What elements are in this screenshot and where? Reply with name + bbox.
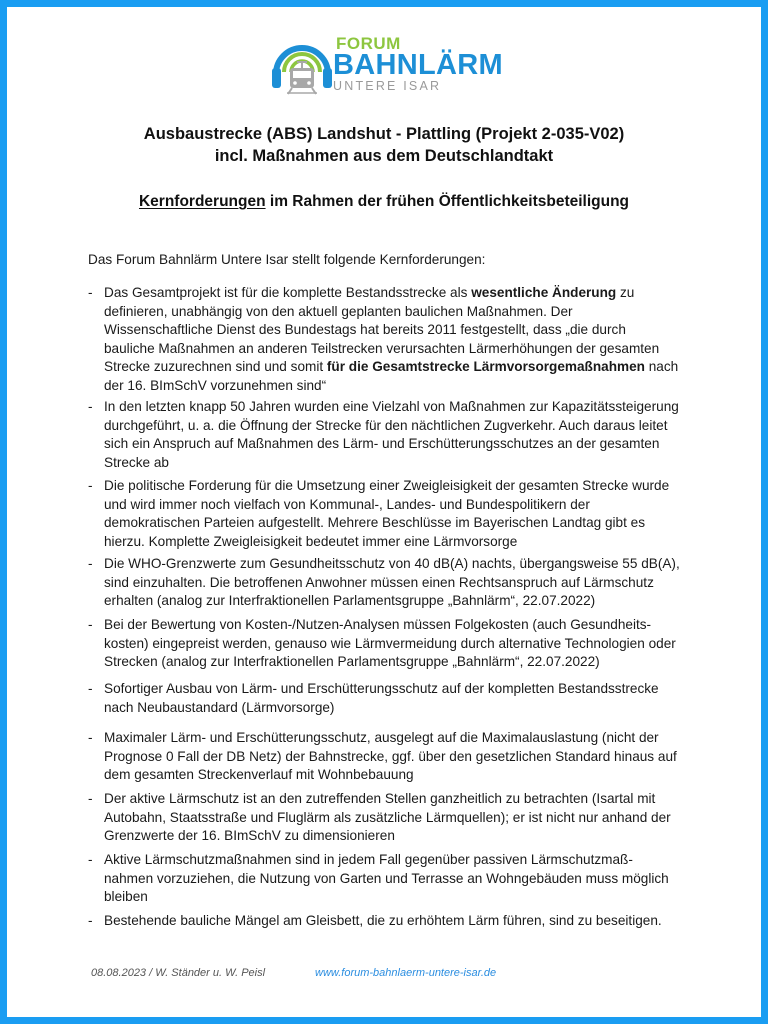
logo bbox=[270, 30, 503, 96]
text-run: Strecke ab bbox=[104, 454, 169, 470]
text-run: durchgeführt, u. a. die Öffnung der Strecke für den nächtlichen Zugverkehr. Auch daraus leitet bbox=[104, 417, 668, 433]
text-run: bleiben bbox=[104, 889, 148, 905]
text-run: Sofortiger Ausbau von Lärm- und Erschütterungsschutz auf der kompletten Bestandsstrecke bbox=[104, 681, 659, 696]
text-run: nach Neubaustandard (Lärmvorsorge) bbox=[104, 699, 335, 715]
footer-date-authors: 08.08.2023 / W. Ständer u. W. Peisl bbox=[91, 967, 266, 979]
text-run: Strecken (analog zur Interfraktionellen Parlamentsgruppe „Bahnlärm“, 22.07.2022) bbox=[104, 654, 600, 670]
text-run: bauliche Maßnahmen an anderen Teilstrecken verursachten Lärmerhöhungen der gesamten bbox=[104, 340, 660, 356]
text-run: sich ein Anspruch auf Maßnahmen des Lärm- und Erschütterungsschutzes an der gesamten bbox=[104, 436, 660, 452]
text-line bbox=[104, 321, 704, 340]
bullet-dash: - bbox=[88, 791, 93, 806]
bullet-dash: - bbox=[88, 852, 93, 867]
bullet-dash: - bbox=[88, 285, 93, 300]
text-run: Prognose 0 Fall der DB Netz) der Bahnstrecke, ggf. über den gesetzlichen Standard hinaus auf bbox=[104, 748, 677, 764]
list-item-text bbox=[104, 616, 704, 672]
bullet-dash: - bbox=[88, 730, 93, 745]
text-run: dem gesamten Streckenverlauf mit Wohnbebauung bbox=[104, 767, 414, 783]
text-line bbox=[104, 790, 704, 809]
list-item-text bbox=[104, 680, 704, 717]
headphones-train-icon bbox=[270, 30, 334, 96]
text-line bbox=[104, 303, 704, 322]
text-line bbox=[104, 555, 704, 574]
text-run: Die politische Forderung für die Umsetzung einer Zweigleisigkeit der gesamten Strecke wurde bbox=[104, 478, 670, 493]
list-item-text bbox=[104, 555, 704, 611]
list-item-text bbox=[104, 284, 704, 396]
text-run: Bestehende bauliche Mängel am Gleisbett, die zu erhöhtem Lärm führen, sind zu beseitigen. bbox=[104, 913, 662, 928]
logo-untere-isar-text: UNTERE ISAR bbox=[333, 79, 442, 93]
text-line bbox=[104, 592, 704, 611]
text-line bbox=[104, 680, 704, 699]
text-line bbox=[104, 377, 704, 396]
bold-emphasis: für die Gesamtstrecke Lärmvorsorgemaßnahmen bbox=[326, 359, 645, 375]
list-item-text bbox=[104, 729, 704, 785]
text-line bbox=[104, 340, 704, 359]
bullet-dash: - bbox=[88, 617, 93, 632]
text-line bbox=[104, 514, 704, 533]
text-run: zu bbox=[616, 285, 635, 300]
text-run: In den letzten knapp 50 Jahren wurden eine Vielzahl von Maßnahmen zur Kapazitätssteigerung bbox=[104, 399, 679, 414]
text-line bbox=[104, 653, 704, 672]
text-line bbox=[104, 912, 704, 931]
text-line bbox=[104, 851, 704, 870]
subtitle-underlined-word: Kernforderungen bbox=[138, 193, 266, 210]
text-run: Aktive Lärmschutzmaßnahmen sind in jedem Fall gegenüber passiven Lärmschutzmaß- bbox=[104, 852, 633, 867]
list-item-text bbox=[104, 477, 704, 551]
text-run: hierzu. Komplette Zweigleisigkeit bedeutet immer eine Lärmvorsorge bbox=[104, 533, 518, 549]
bullet-dash: - bbox=[88, 681, 93, 696]
text-run: Bei der Bewertung von Kosten-/Nutzen-Analysen müssen Folgekosten (auch Gesundheits- bbox=[104, 617, 652, 632]
logo-bahnlaerm-text: BAHNLÄRM bbox=[333, 49, 503, 81]
text-run: Die WHO-Grenzwerte zum Gesundheitsschutz von 40 dB(A) nachts, übergangsweise 55 dB(A), bbox=[104, 556, 680, 571]
list-item-text bbox=[104, 851, 704, 907]
text-line bbox=[104, 533, 704, 552]
list-item-text bbox=[104, 912, 704, 931]
text-run: erhalten (analog zur Interfraktionellen Parlamentsgruppe „Bahnlärm“, 22.07.2022) bbox=[104, 593, 596, 609]
bullet-dash: - bbox=[88, 556, 93, 571]
text-run: sind einzuhalten. Die betroffenen Anwohner müssen einen Rechtsanspruch auf Lärmschutz bbox=[104, 574, 654, 590]
text-line bbox=[104, 635, 704, 654]
text-line bbox=[104, 699, 704, 718]
text-line bbox=[104, 454, 704, 473]
document-title-line2: incl. Maßnahmen aus dem Deutschlandtakt bbox=[214, 147, 554, 165]
intro-paragraph: Das Forum Bahnlärm Untere Isar stellt folgende Kernforderungen: bbox=[88, 252, 486, 267]
bullet-dash: - bbox=[88, 913, 93, 928]
text-line bbox=[104, 748, 704, 767]
text-line bbox=[104, 870, 704, 889]
text-run: nahmen vorzuziehen, die Nutzung von Garten und Terrasse an Wohngebäuden muss möglich bbox=[104, 870, 669, 886]
bullet-dash: - bbox=[88, 478, 93, 493]
text-line bbox=[104, 888, 704, 907]
text-line bbox=[104, 827, 704, 846]
text-run: Maximaler Lärm- und Erschütterungsschutz, ausgelegt auf die Maximalauslastung (nicht der bbox=[104, 730, 659, 745]
text-run: Das Gesamtprojekt ist für die komplette Bestandsstrecke als bbox=[104, 285, 472, 300]
text-run: der 16. BImSchV vorzunehmen sind“ bbox=[104, 377, 327, 393]
text-run: Strecke zuzurechnen sind und somit bbox=[104, 359, 327, 375]
list-item-text bbox=[104, 790, 704, 846]
document-subtitle bbox=[0, 192, 768, 212]
text-line bbox=[104, 398, 704, 417]
text-run: Autobahn, Staatsstraße und Fluglärm als zusätzliche Lärmquellen); er ist nicht nur anhand der bbox=[104, 809, 671, 825]
bold-emphasis: wesentliche Änderung bbox=[471, 285, 617, 300]
text-line bbox=[104, 435, 704, 454]
list-item-text bbox=[104, 398, 704, 472]
document-title-line1: Ausbaustrecke (ABS) Landshut - Plattling (Projekt 2-035-V02) bbox=[143, 125, 625, 143]
text-line bbox=[104, 417, 704, 436]
text-line bbox=[104, 477, 704, 496]
text-run: Der aktive Lärmschutz ist an den zutreffenden Stellen ganzheitlich zu betrachten (Isartal mit bbox=[104, 791, 656, 806]
text-run: nach bbox=[644, 359, 679, 375]
footer-website-link[interactable]: www.forum-bahnlaerm-untere-isar.de bbox=[315, 967, 497, 979]
text-line bbox=[104, 616, 704, 635]
text-line bbox=[104, 358, 704, 377]
text-run: kosten) eingepreist werden, genauso wie Lärmvermeidung durch alternative Technologien oder bbox=[104, 635, 676, 651]
text-run: und wird immer noch vielfach von Kommunal-, Landes- und Bundespolitikern der bbox=[104, 496, 590, 512]
text-run: demokratischen Parteien aufgestellt. Mehrere Beschlüsse im Bayerischen Landtag gibt es bbox=[104, 515, 646, 531]
bullet-dash: - bbox=[88, 399, 93, 414]
text-run: definieren, unabhängig von den aktuell geplanten baulichen Maßnahmen. Der bbox=[104, 303, 573, 319]
text-run: Grenzwerte der 16. BImSchV zu dimensionieren bbox=[104, 828, 395, 844]
text-line bbox=[104, 809, 704, 828]
text-line bbox=[104, 496, 704, 515]
text-line bbox=[104, 766, 704, 785]
text-run: Wissenschaftliche Dienst des Bundestags hat bereits 2011 festgestellt, dass „die durch bbox=[104, 322, 626, 338]
text-line bbox=[104, 574, 704, 593]
subtitle-rest: im Rahmen der frühen Öffentlichkeitsbeteiligung bbox=[265, 193, 630, 210]
text-line bbox=[104, 729, 704, 748]
logo-forum-text: FORUM bbox=[336, 34, 401, 53]
text-line bbox=[104, 284, 704, 303]
